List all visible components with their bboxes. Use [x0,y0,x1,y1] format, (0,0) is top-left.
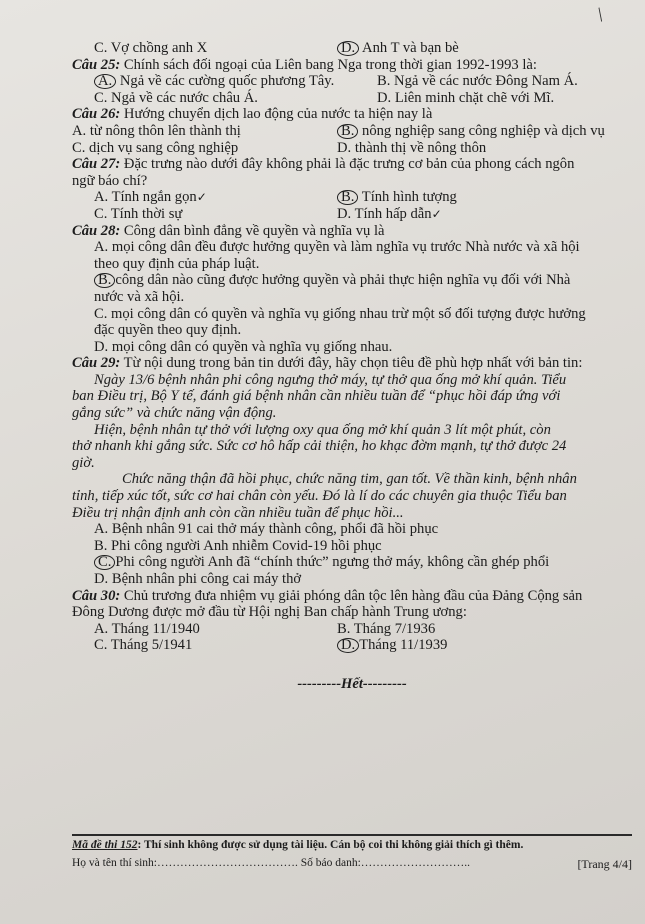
q28-option-c-cont: đặc quyền theo quy định. [94,322,242,339]
q30-option-a: A. Tháng 11/1940 [94,620,200,637]
question-27: Câu 27: Đặc trưng nào dưới đây không phải là đặc trưng cơ bản của phong cách ngôn [72,156,575,173]
question-30-cont: Đông Dương được mở đầu từ Hội nghị Ban chấp hành Trung ương: [72,604,467,621]
page-number: [Trang 4/4] [577,857,632,871]
check-mark-icon: ✓ [196,190,207,205]
q25-option-a: A. Ngả về các cường quốc phương Tây. [94,73,334,89]
candidate-info: Họ và tên thí sinh:………………………………. Số báo danh:……………………….. [72,857,471,869]
news-paragraph-2-line: Hiện, bệnh nhân tự thở với lượng oxy qua ống mở khí quản 3 lít một phút, còn [94,421,551,438]
q25-options-ab [72,73,632,90]
q25-option-c: C. Ngả về các nước châu Á. [94,89,258,106]
page-footer [72,834,632,869]
end-marker: ---------Hết--------- [297,675,407,692]
question-29: Câu 29: Từ nội dung trong bản tin dưới đây, hãy chọn tiêu đề phù hợp nhất với bản tin: [72,355,583,372]
q24-option-c: C. Vợ chồng anh X [94,40,208,56]
question-25: Câu 25: Chính sách đối ngoại của Liên bang Nga trong thời gian 1992-1993 là: [72,56,537,73]
news-paragraph-1-line: Ngày 13/6 bệnh nhân phi công ngưng thở máy, tự thở qua ống mở khí quản. Tiểu [94,371,567,388]
pen-mark-icon: / [592,4,609,26]
q27-options-ab [72,189,632,206]
q28-option-b: B. công dân nào cũng được hưởng quyền và phải thực hiện nghĩa vụ đối với Nhà [72,272,632,289]
q27-option-d: D. Tính hấp dẫn✓ [337,205,442,222]
q29-option-b: B. Phi công người Anh nhiễm Covid-19 hồi phục [94,537,382,554]
q27-options-cd [72,206,632,223]
question-26: Câu 26: Hướng chuyển dịch lao động của nước ta hiện nay là [72,106,433,123]
q30-option-d: D. Tháng 11/1939 [337,637,447,654]
exam-content [72,40,632,693]
q24-options [72,40,632,57]
question-28: Câu 28: Công dân bình đẳng về quyền và nghĩa vụ là [72,222,385,239]
q25-options-cd [72,90,632,107]
question-30: Câu 30: Chủ trương đưa nhiệm vụ giải phóng dân tộc lên hàng đầu của Đảng Cộng sản [72,587,583,604]
q26-option-d: D. thành thị về nông thôn [337,139,487,156]
q27-option-a: A. Tính ngắn gọn [94,189,197,206]
news-paragraph-1-line: ban Điều trị, Bộ Y tế, đánh giá bệnh nhân cần nhiều tuần để “phục hồi đáp ứng với [72,388,561,405]
q28-option-a: A. mọi công dân đều được hưởng quyền và làm nghĩa vụ trước Nhà nước và xã hội [94,239,580,256]
q30-options-ab [72,621,632,638]
q29-option-c: C. Phi công người Anh đã “chính thức” ngưng thở máy, không cần ghép phổi [72,554,632,571]
footer-note: Mã đề thi 152: Thí sinh không được sử dụng tài liệu. Cán bộ coi thi không giải thích gì thêm. [72,839,524,851]
q26-option-c: C. dịch vụ sang công nghiệp [72,139,239,156]
q26-options-ab [72,123,632,140]
footer-candidate-line [72,857,632,869]
q26-option-a: A. từ nông thôn lên thành thị [72,122,241,139]
q30-option-b: B. Tháng 7/1936 [337,620,436,637]
q25-option-b: B. Ngả về các nước Đông Nam Á. [377,73,578,90]
news-paragraph-1-line: gắng sức” và chức năng vận động. [72,405,277,422]
q26-option-b: B. nông nghiệp sang công nghiệp và dịch vụ [337,123,605,140]
question-27-cont: ngữ báo chí? [72,172,148,189]
check-mark-icon: ✓ [431,206,442,221]
q28-option-a-cont: theo quy định của pháp luật. [94,255,260,272]
q28-option-d: D. mọi công dân có quyền và nghĩa vụ giống nhau. [94,338,393,355]
news-paragraph-3-line: tỉnh, tiếp xúc tốt, sức cơ hai chân còn yếu. Đó là lí do các chuyên gia thuộc Tiểu ban [72,488,567,505]
q30-option-c: C. Tháng 5/1941 [94,637,193,654]
news-paragraph-2-line: giờ. [72,454,95,471]
news-paragraph-3-line: Điều trị nhận định anh còn cần nhiều tuần để phục hồi... [72,504,404,521]
q26-options-cd [72,140,632,157]
q28-option-b-cont: nước và xã hội. [94,288,185,305]
q27-option-c: C. Tính thời sự [94,205,183,222]
q29-option-a: A. Bệnh nhân 91 cai thở máy thành công, phổi đã hồi phục [94,521,439,538]
q30-options-cd [72,637,632,654]
q28-option-c: C. mọi công dân có quyền và nghĩa vụ giống nhau trừ một số đối tượng được hưởng [94,305,586,322]
news-paragraph-3-line: Chức năng thận đã hồi phục, chức năng tim, gan tốt. Về thần kinh, bệnh nhân [122,471,577,488]
q24-option-d: D. Anh T và bạn bè [337,40,459,57]
q29-option-d: D. Bệnh nhân phi công cai máy thở [94,571,302,587]
q27-option-b: B. Tính hình tượng [337,189,457,206]
q25-option-d: D. Liên minh chặt chẽ với Mĩ. [377,89,555,106]
news-paragraph-2-line: thở nhanh khi gắng sức. Sức cơ hô hấp cải thiện, ho khạc đờm mạnh, tự thở được 24 [72,438,567,455]
